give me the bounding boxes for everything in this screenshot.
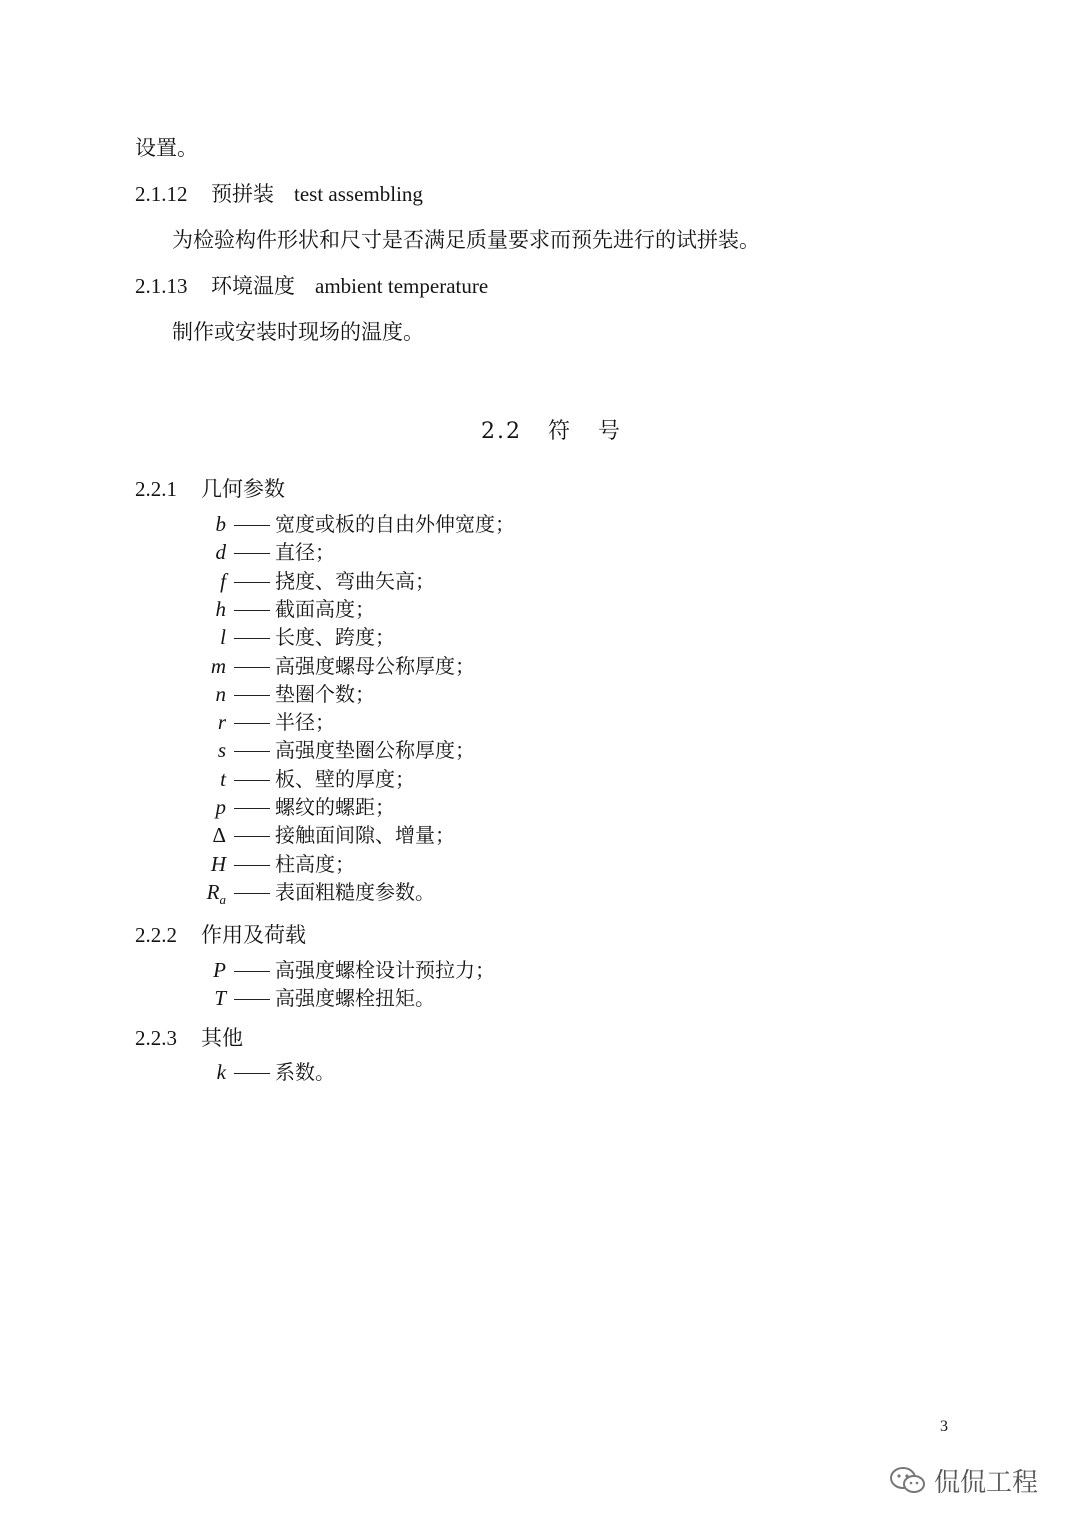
symbol-definition: 宽度或板的自由外伸宽度；: [275, 512, 515, 536]
symbol: [196, 567, 226, 595]
subsection-number: 2.2.1: [135, 477, 177, 501]
subsection-2-2-1: [135, 475, 285, 503]
subsection-number: 2.2.3: [135, 1026, 177, 1050]
symbol-dash: [234, 667, 270, 668]
symbol: [196, 680, 226, 708]
subsection-title: 几何参数: [201, 477, 285, 501]
symbol-dash: [234, 780, 270, 781]
term-number: 2.1.13: [135, 274, 188, 298]
term-zh: 预拼装: [211, 182, 274, 206]
symbol: [196, 652, 226, 680]
symbol-letter: p: [215, 795, 226, 819]
symbol-letter: k: [216, 1060, 226, 1084]
term-en: ambient temperature: [315, 274, 489, 298]
symbol-dash: [234, 553, 270, 554]
symbol-letter: H: [210, 851, 226, 876]
symbol-dash: [234, 525, 270, 526]
symbol: [196, 510, 226, 538]
symbol-dash: [234, 808, 270, 809]
section-number: 2.2: [481, 419, 522, 444]
symbol-dash: [234, 971, 270, 972]
symbol-definition: 直径；: [275, 540, 335, 565]
watermark-text: 侃侃工程: [934, 1468, 1039, 1498]
symbol-definition: 长度、跨度；: [275, 625, 395, 650]
symbol-dash: [234, 610, 270, 611]
symbol-dash: [234, 999, 270, 1000]
section-title-char-1: 符: [548, 419, 573, 444]
symbol-definition: 高强度螺母公称厚度；: [275, 653, 475, 678]
symbol: [196, 736, 226, 764]
subsection-number: 2.2.2: [135, 923, 177, 947]
symbol: [196, 708, 226, 736]
symbol-dash: [234, 695, 270, 696]
term-definition: 制作或安装时现场的温度。: [172, 320, 424, 344]
subsection-2-2-2: [135, 921, 306, 949]
symbol-definition: 截面高度；: [275, 596, 375, 621]
symbol-dash: [234, 751, 270, 752]
symbol-dash: [234, 893, 270, 894]
term-definition: 为检验构件形状和尺寸是否满足质量要求而预先进行的试拼装。: [172, 228, 760, 252]
symbol-definition: 高强度螺栓设计预拉力；: [275, 958, 495, 982]
symbol: [196, 623, 226, 651]
symbol-definition: 挠度、弯曲矢高；: [275, 568, 435, 593]
term-number: 2.1.12: [135, 182, 188, 206]
section-title: [481, 418, 622, 446]
symbol-definition: 垫圈个数；: [275, 681, 375, 706]
symbol: [196, 793, 226, 821]
subsection-title: 其他: [201, 1026, 243, 1050]
continued-text: 设置。: [135, 136, 198, 160]
page-number: 3: [940, 1418, 948, 1435]
symbol: [196, 1058, 226, 1086]
symbol-definition: 柱高度；: [275, 851, 355, 876]
symbol-letter: Δ: [212, 823, 226, 848]
symbol-definition: 螺纹的螺距；: [275, 795, 395, 819]
symbol-dash: [234, 836, 270, 837]
symbol-dash: [234, 1073, 270, 1074]
symbol-letter: f: [220, 568, 226, 593]
symbol: [196, 765, 226, 793]
symbol-subscript: a: [219, 892, 226, 908]
symbol: [196, 595, 226, 623]
term-2-1-13: [135, 272, 488, 300]
subsection-2-2-3: [135, 1024, 243, 1052]
symbol-letter: n: [215, 681, 226, 706]
watermark: [888, 1462, 1038, 1499]
symbol-dash: [234, 723, 270, 724]
symbol-letter: s: [217, 738, 226, 763]
symbol-letter: d: [215, 540, 226, 565]
symbol-definition: 高强度螺栓扭矩。: [275, 986, 435, 1011]
symbol-dash: [234, 865, 270, 866]
section-title-char-2: 号: [598, 419, 623, 444]
symbol-letter: l: [220, 625, 226, 650]
term-zh: 环境温度: [211, 274, 295, 298]
subsection-title: 作用及荷载: [201, 923, 306, 947]
wechat-icon: [888, 1465, 928, 1497]
symbol: [196, 821, 226, 849]
symbol: [196, 878, 226, 914]
symbol-definition: 接触面间隙、增量；: [275, 823, 455, 848]
symbol-letter: P: [213, 958, 226, 982]
symbol-dash: [234, 582, 270, 583]
symbol-letter: r: [217, 710, 226, 735]
symbol: [196, 850, 226, 878]
term-en: test assembling: [294, 182, 423, 206]
symbol-letter: b: [215, 512, 226, 536]
symbol-definition: 板、壁的厚度；: [275, 766, 415, 791]
symbol-dash: [234, 638, 270, 639]
symbol-letter: m: [210, 653, 226, 678]
symbol-letter: R: [206, 879, 220, 904]
symbol-letter: T: [214, 986, 226, 1011]
symbol-definition: 表面粗糙度参数。: [275, 879, 435, 904]
symbol-letter: h: [215, 596, 226, 621]
symbol: [196, 956, 226, 984]
symbol-letter: t: [220, 766, 226, 791]
symbol-definition: 系数。: [275, 1060, 335, 1084]
symbol: [196, 984, 226, 1012]
symbol-definition: 半径；: [275, 710, 335, 735]
term-2-1-12: [135, 180, 423, 208]
symbol: [196, 538, 226, 566]
symbol-definition: 高强度垫圈公称厚度；: [275, 738, 475, 763]
